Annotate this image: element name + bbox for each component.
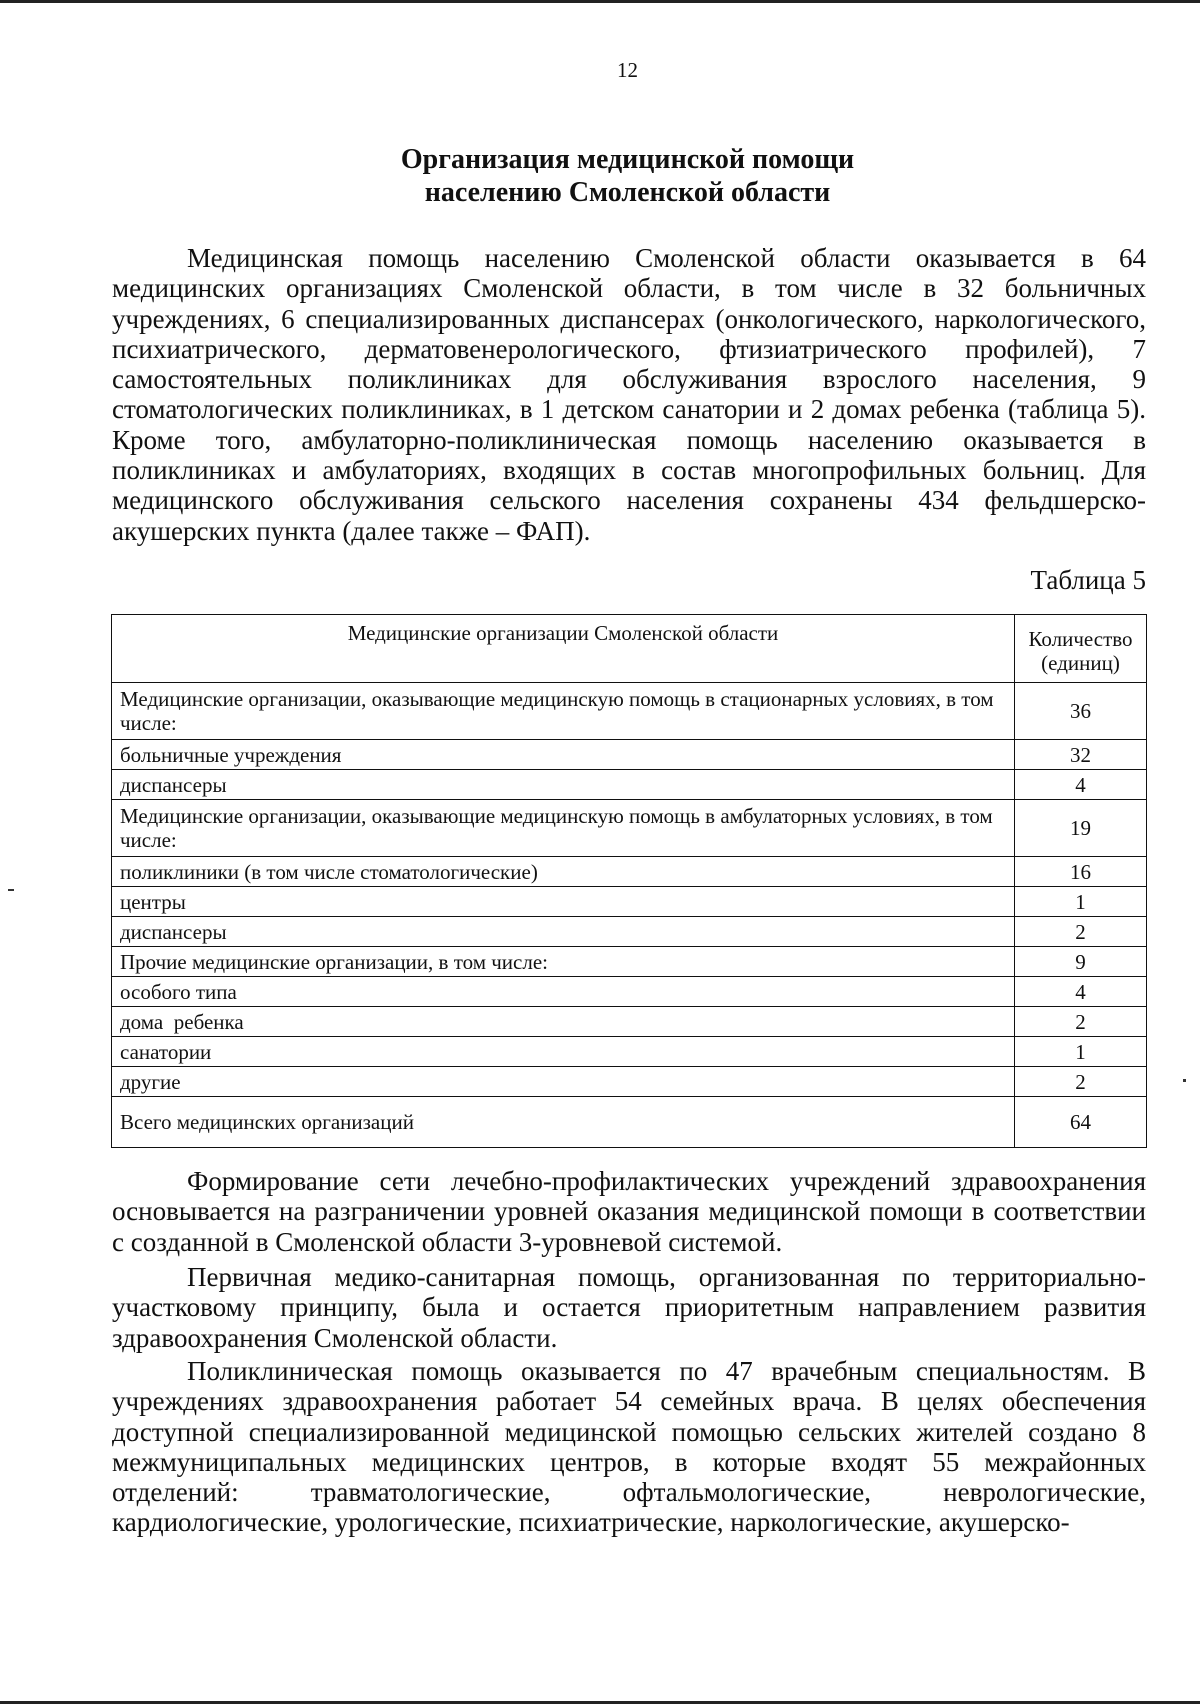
- table-row: [112, 740, 1147, 770]
- table-row: [112, 887, 1147, 917]
- row-name: Медицинские организации, оказывающие медицинскую помощь в амбулаторных условиях, в том числе:: [112, 800, 1015, 857]
- row-name: другие: [112, 1067, 1015, 1097]
- paragraph-network: Формирование сети лечебно-профилактических учреждений здравоохранения основывается на разграничении уровней оказания медицинской помощи в соответствии с созданной в Смоленской области 3-уровневой системой.: [112, 1166, 1146, 1257]
- row-qty: 1: [1015, 887, 1147, 917]
- row-qty: 4: [1015, 770, 1147, 800]
- table-row: [112, 683, 1147, 740]
- row-name: Всего медицинских организаций: [112, 1097, 1015, 1148]
- row-name: Прочие медицинские организации, в том числе:: [112, 947, 1015, 977]
- row-qty: 1: [1015, 1037, 1147, 1067]
- page-title: [0, 143, 1200, 209]
- row-name: дома ребенка: [112, 1007, 1015, 1037]
- row-name: особого типа: [112, 977, 1015, 1007]
- table-row: [112, 947, 1147, 977]
- row-name: Медицинские организации, оказывающие медицинскую помощь в стационарных условиях, в том числе:: [112, 683, 1015, 740]
- row-qty: 64: [1015, 1097, 1147, 1148]
- row-qty: 2: [1015, 1067, 1147, 1097]
- scan-edge-bottom: [0, 1701, 1200, 1704]
- row-qty: 9: [1015, 947, 1147, 977]
- scan-edge-top: [0, 0, 1200, 3]
- row-name: центры: [112, 887, 1015, 917]
- row-qty: 4: [1015, 977, 1147, 1007]
- paragraph-intro: Медицинская помощь населению Смоленской области оказывается в 64 медицинских организациях Смоленской области, в том числе в 32 больничных учреждениях, 6 специализированных диспансерах (онкологического, наркологического, психиатрического, дерматовенерологического, фтизиатрического профилей), 7 самостоятельных поликлиниках для обслуживания взрослого населения, 9 стоматологических поликлиниках, в 1 детском санатории и 2 домах ребенка (таблица 5). Кроме того, амбулаторно-поликлиническая помощь населению оказывается в поликлиниках и амбулаториях, входящих в состав многопрофильных больниц. Для медицинского обслуживания сельского населения сохранены 434 фельдшерско-акушерских пункта (далее также – ФАП).: [112, 243, 1146, 546]
- header-organizations: Медицинские организации Смоленской области: [112, 615, 1015, 683]
- row-name: санатории: [112, 1037, 1015, 1067]
- row-qty: 16: [1015, 857, 1147, 887]
- scan-artifact-left: [8, 889, 14, 891]
- table-row: [112, 857, 1147, 887]
- table-row: [112, 917, 1147, 947]
- header-quantity-line-1: Количество: [1028, 627, 1133, 651]
- row-name: диспансеры: [112, 917, 1015, 947]
- organizations-table: [111, 614, 1147, 1148]
- row-name: поликлиники (в том числе стоматологические): [112, 857, 1015, 887]
- row-qty: 19: [1015, 800, 1147, 857]
- scan-artifact-right: [1183, 1079, 1186, 1082]
- header-quantity: [1015, 615, 1147, 683]
- table-row: [112, 977, 1147, 1007]
- paragraph-primary: Первичная медико-санитарная помощь, организованная по территориально-участковому принципу, была и остается приоритетным направлением развития здравоохранения Смоленской области.: [112, 1262, 1146, 1353]
- table-row: [112, 770, 1147, 800]
- table-row: [112, 1067, 1147, 1097]
- paragraph-outpatient: Поликлиническая помощь оказывается по 47 врачебным специальностям. В учреждениях здравоохранения работает 54 семейных врача. В целях обеспечения доступной специализированной медицинской помощью сельских жителей создано 8 межмуниципальных медицинских центров, в которые входят 55 межрайонных отделений: травматологические, офтальмологические, неврологические, кардиологические, урологические, психиатрические, наркологические, акушерско-: [112, 1356, 1146, 1538]
- table-header-row: [112, 615, 1147, 683]
- row-name: больничные учреждения: [112, 740, 1015, 770]
- row-qty: 2: [1015, 917, 1147, 947]
- page-number: 12: [617, 58, 638, 82]
- table-row: [112, 1007, 1147, 1037]
- header-quantity-line-2: (единиц): [1041, 651, 1120, 675]
- table-caption: Таблица 5: [1030, 565, 1146, 595]
- page-title-line-2: населению Смоленской области: [424, 177, 831, 208]
- table-row: [112, 800, 1147, 857]
- row-name: диспансеры: [112, 770, 1015, 800]
- page-title-line-1: Организация медицинской помощи: [400, 144, 855, 175]
- table-row: [112, 1037, 1147, 1067]
- row-qty: 32: [1015, 740, 1147, 770]
- table-row-total: [112, 1097, 1147, 1148]
- row-qty: 36: [1015, 683, 1147, 740]
- row-qty: 2: [1015, 1007, 1147, 1037]
